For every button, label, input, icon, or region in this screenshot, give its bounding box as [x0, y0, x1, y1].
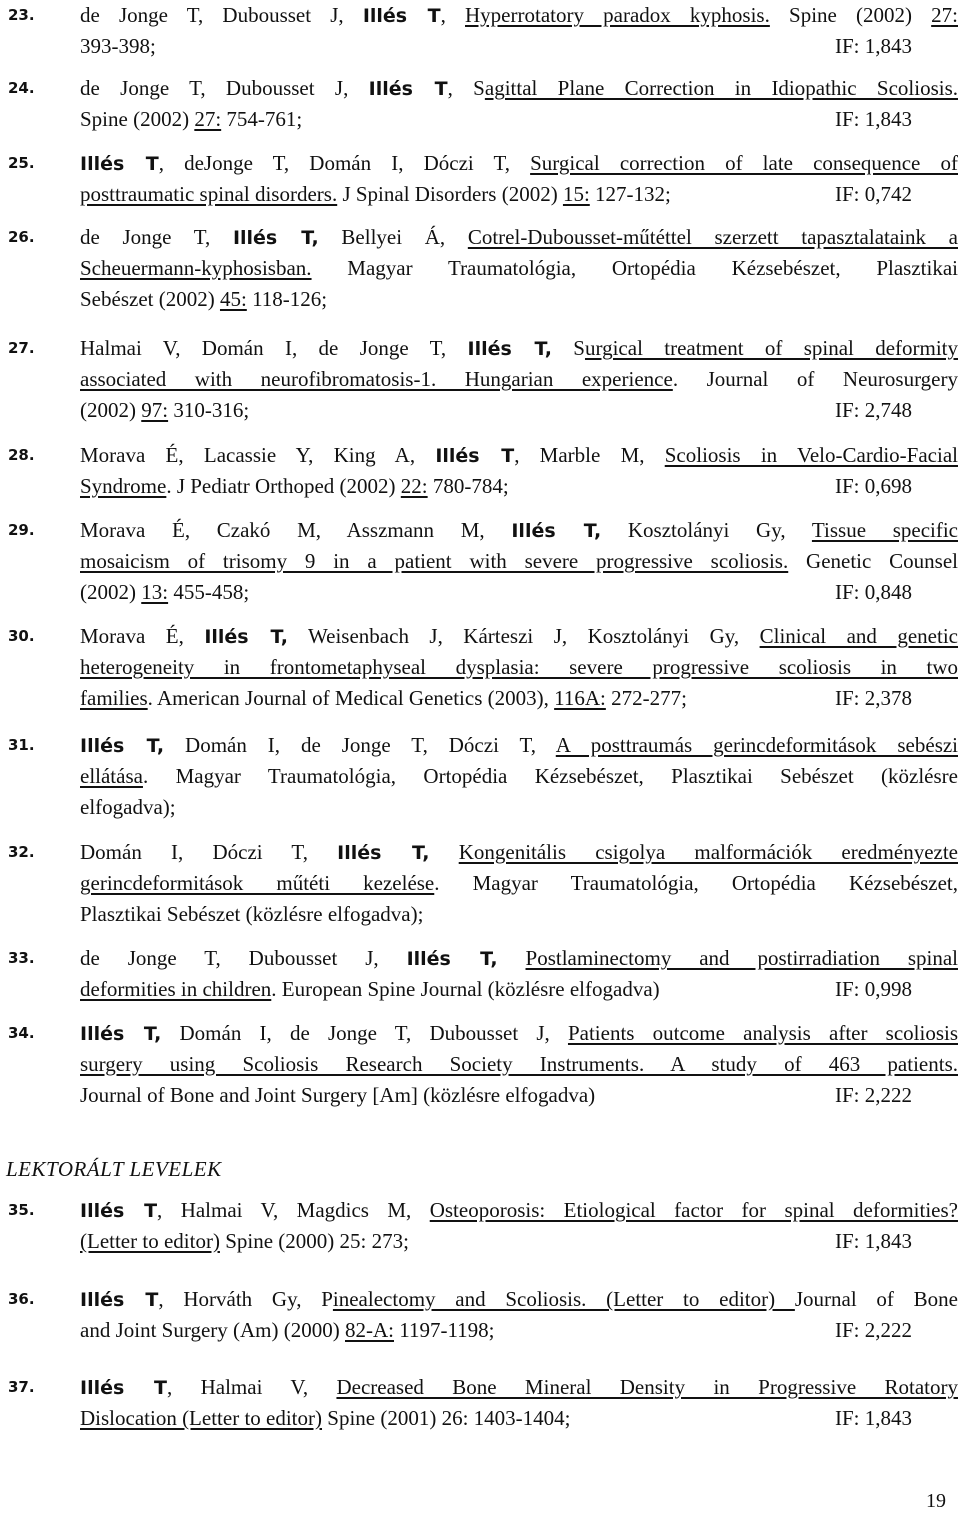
text-segment: , Marble M, [514, 443, 665, 467]
reference-line [80, 621, 958, 652]
text-segment: 780-784; [427, 474, 509, 498]
text-segment: (2002) [80, 580, 142, 604]
text-segment: Kosztolányi Gy, [601, 518, 812, 542]
underlined-title: Postlaminectomy and postirradiation spinal [525, 946, 958, 970]
underlined-title: Decreased Bone Mineral Density in Progressive Rotatory [336, 1375, 958, 1399]
text-segment: . Magyar Traumatológia, Ortopédia Kézsebészet, Plasztikai Sebészet (közlésre [142, 764, 958, 788]
text-segment: Journal of Bone and Joint Surgery [Am] (közlésre elfogadva) [80, 1083, 596, 1107]
reference-line-text [80, 1226, 409, 1257]
reference-text [80, 515, 958, 608]
reference-line [80, 974, 958, 1005]
reference-number: 30. [8, 627, 35, 645]
underlined-title: ellátása [80, 764, 143, 788]
underlined-title: A posttraumás gerincdeformitások sebészi [555, 733, 958, 757]
underlined-title: heterogeneity in frontometaphyseal dysplasia: severe progressive scoliosis in two [80, 655, 958, 679]
author-highlight: Illés T, [511, 520, 602, 542]
text-segment: . Journal of Neurosurgery [672, 367, 958, 391]
impact-factor: IF: 2,378 [834, 686, 912, 710]
text-segment: . American Journal of Medical Genetics (2003), [147, 686, 555, 710]
impact-factor: IF: 0,998 [834, 977, 912, 1001]
author-highlight: Illés T, [232, 227, 319, 249]
reference-line [80, 440, 958, 471]
underlined-title: Hyperrotatory paradox kyphosis. [465, 3, 770, 27]
text-segment: Halmai V, Domán I, de Jonge T, [80, 336, 468, 360]
author-highlight: Illés T [80, 1200, 158, 1222]
reference-line [80, 1315, 958, 1346]
reference-number: 26. [8, 228, 35, 246]
text-segment: (2002) [80, 398, 142, 422]
reference-text [80, 621, 958, 714]
impact-factor: IF: 0,848 [834, 580, 912, 604]
underlined-title: 15: [562, 182, 590, 206]
reference-text [80, 730, 958, 823]
text-segment: Magyar Traumatológia, Ortopédia Kézsebészet, Plasztikai [311, 256, 958, 280]
text-segment: Domán I, de Jonge T, Dubousset J, [161, 1021, 568, 1045]
reference-line [80, 943, 958, 974]
text-segment: de Jonge T, Dubousset J, [80, 3, 363, 27]
reference-number: 29. [8, 521, 35, 539]
text-segment: 127-132; [589, 182, 671, 206]
text-segment: , Halmai V, Magdics M, [157, 1198, 430, 1222]
underlined-title: 116A: [554, 686, 606, 710]
underlined-title: gerincdeformitások műtéti kezelése [80, 871, 435, 895]
underlined-title: agittal Plane Correction in Idiopathic Scoliosis. [484, 76, 958, 100]
text-segment: J Spinal Disorders (2002) [337, 182, 563, 206]
text-segment: 118-126; [246, 287, 328, 311]
underlined-title: urgical treatment of spinal deformity [584, 336, 958, 360]
reference-text [80, 0, 958, 62]
reference-line-text [80, 471, 509, 502]
text-segment: Spine (2002) [80, 107, 195, 131]
reference-line-text [80, 31, 156, 62]
reference-text [80, 837, 958, 930]
reference-line [80, 73, 958, 104]
reference-line [80, 652, 958, 683]
reference-number: 34. [8, 1024, 35, 1042]
text-segment: de Jonge T, [80, 225, 233, 249]
text-segment: 455-458; [168, 580, 250, 604]
reference-line-text [80, 395, 249, 426]
reference-text [80, 1195, 958, 1257]
underlined-title: 82-A: [345, 1318, 394, 1342]
underlined-title: associated with neurofibromatosis-1. Hungarian experience [80, 367, 673, 391]
underlined-title: 27: [194, 107, 222, 131]
author-highlight: Illés T, [80, 1023, 162, 1045]
reference-text [80, 1372, 958, 1434]
underlined-title: Surgical correction of late consequence of [530, 151, 958, 175]
impact-factor: IF: 1,843 [834, 107, 912, 131]
text-segment: , deJonge T, Domán I, Dóczi T, [158, 151, 531, 175]
text-segment: 1197-1198; [394, 1318, 495, 1342]
text-segment [430, 840, 459, 864]
text-segment: , S [447, 76, 485, 100]
reference-line [80, 868, 958, 899]
underlined-title: Clinical and genetic [759, 624, 958, 648]
text-segment: Genetic Counsel [788, 549, 958, 573]
impact-factor: IF: 1,843 [834, 34, 912, 58]
text-segment: Morava É, [80, 624, 205, 648]
reference-line [80, 1018, 958, 1049]
reference-text [80, 222, 958, 315]
text-segment: Domán I, de Jonge T, Dóczi T, [164, 733, 556, 757]
reference-number: 33. [8, 949, 35, 967]
reference-line [80, 1080, 958, 1111]
reference-line [80, 837, 958, 868]
reference-line [80, 364, 958, 395]
text-segment: S [551, 336, 585, 360]
page-number: 19 [926, 1490, 946, 1512]
impact-factor: IF: 0,698 [834, 474, 912, 498]
reference-line [80, 395, 958, 426]
reference-line-text [80, 1315, 495, 1346]
reference-line-text [80, 974, 660, 1005]
text-segment: Spine (2001) 26: 1403-1404; [322, 1406, 571, 1430]
reference-line [80, 31, 958, 62]
reference-number: 23. [8, 6, 35, 24]
reference-text [80, 1284, 958, 1346]
reference-text [80, 440, 958, 502]
text-segment: de Jonge T, Dubousset J, [80, 946, 407, 970]
underlined-title: families [80, 686, 148, 710]
impact-factor: IF: 1,843 [834, 1406, 912, 1430]
underlined-title: 97: [141, 398, 169, 422]
reference-line-text [80, 577, 249, 608]
reference-line [80, 730, 958, 761]
reference-line [80, 0, 958, 31]
author-highlight: Illés T, [337, 842, 430, 864]
reference-line [80, 683, 958, 714]
reference-line [80, 148, 958, 179]
reference-number: 27. [8, 339, 35, 357]
impact-factor: IF: 2,222 [834, 1083, 912, 1107]
reference-number: 32. [8, 843, 35, 861]
reference-line [80, 1226, 958, 1257]
author-highlight: Illés T, [406, 948, 498, 970]
author-highlight: Illés T, [467, 338, 552, 360]
author-highlight: Illés T, [204, 626, 288, 648]
underlined-title: Kongenitális csigolya malformációk eredményezte [458, 840, 958, 864]
text-segment: . J Pediatr Orthoped (2002) [166, 474, 401, 498]
reference-text [80, 1018, 958, 1111]
reference-number: 24. [8, 79, 35, 97]
text-segment [498, 946, 526, 970]
text-segment: 272-277; [605, 686, 687, 710]
text-segment: Bellyei Á, [318, 225, 468, 249]
impact-factor: IF: 2,748 [834, 398, 912, 422]
reference-text [80, 148, 958, 210]
underlined-title: 22: [400, 474, 428, 498]
impact-factor: IF: 1,843 [834, 1229, 912, 1253]
text-segment: 310-316; [168, 398, 250, 422]
reference-text [80, 73, 958, 135]
underlined-title: surgery using Scoliosis Research Society Instruments. A study of 463 patients. [80, 1052, 958, 1076]
text-segment: Spine (2000) 25: 273; [219, 1229, 409, 1253]
underlined-title: Dislocation (Letter to editor) [80, 1406, 323, 1430]
reference-line [80, 222, 958, 253]
underlined-title: inealectomy and Scoliosis. (Letter to editor) [332, 1287, 795, 1311]
underlined-title: 13: [141, 580, 169, 604]
underlined-title: posttraumatic spinal disorders. [80, 182, 338, 206]
reference-text [80, 943, 958, 1005]
text-segment: 393-398; [80, 34, 156, 58]
text-segment: 754-761; [221, 107, 303, 131]
author-highlight: Illés T [80, 1377, 167, 1399]
reference-line [80, 179, 958, 210]
text-segment: Spine (2002) [769, 3, 932, 27]
reference-line [80, 792, 958, 823]
reference-line [80, 284, 958, 315]
reference-line [80, 1195, 958, 1226]
text-segment: , [440, 3, 466, 27]
text-segment: . Magyar Traumatológia, Ortopédia Kézsebészet, [434, 871, 958, 895]
section-title: LEKTORÁLT LEVELEK [6, 1157, 222, 1181]
impact-factor: IF: 0,742 [834, 182, 912, 206]
author-highlight: Illés T [80, 1289, 159, 1311]
reference-line [80, 1284, 958, 1315]
underlined-title: deformities in children [80, 977, 272, 1001]
reference-line [80, 1372, 958, 1403]
text-segment: , Horváth Gy, P [158, 1287, 333, 1311]
reference-line-text [80, 1403, 571, 1434]
reference-line [80, 899, 958, 930]
author-highlight: Illés T [435, 445, 515, 467]
text-segment: Domán I, Dóczi T, [80, 840, 338, 864]
reference-line-text [80, 104, 302, 135]
reference-line [80, 761, 958, 792]
underlined-title: (Letter to editor) [80, 1229, 220, 1253]
reference-line [80, 1049, 958, 1080]
reference-number: 36. [8, 1290, 35, 1308]
underlined-title: mosaicism of trisomy 9 in a patient with severe progressive scoliosis. [80, 549, 789, 573]
text-segment: Sebészet (2002) [80, 287, 220, 311]
underlined-title: Scoliosis in Velo-Cardio-Facial [664, 443, 958, 467]
reference-line [80, 515, 958, 546]
underlined-title: Tissue specific [811, 518, 958, 542]
text-segment: Weisenbach J, Kárteszi J, Kosztolányi Gy, [287, 624, 760, 648]
reference-line [80, 471, 958, 502]
underlined-title: Syndrome [80, 474, 167, 498]
reference-line [80, 333, 958, 364]
underlined-title: Cotrel-Dubousset-műtéttel szerzett tapasztalataink a [467, 225, 958, 249]
underlined-title: 45: [219, 287, 247, 311]
text-segment: Morava É, Lacassie Y, King A, [80, 443, 436, 467]
reference-line [80, 546, 958, 577]
reference-line [80, 253, 958, 284]
text-segment: elfogadva); [80, 795, 176, 819]
reference-line-text [80, 683, 687, 714]
underlined-title: Patients outcome analysis after scoliosis [567, 1021, 958, 1045]
reference-number: 25. [8, 154, 35, 172]
text-segment: de Jonge T, Dubousset J, [80, 76, 369, 100]
text-segment: , Halmai V, [166, 1375, 337, 1399]
author-highlight: Illés T [362, 5, 441, 27]
reference-line [80, 577, 958, 608]
reference-line [80, 1403, 958, 1434]
reference-number: 31. [8, 736, 35, 754]
author-highlight: Illés T [80, 153, 159, 175]
impact-factor: IF: 2,222 [834, 1318, 912, 1342]
underlined-title: Osteoporosis: Etiological factor for spinal deformities? [429, 1198, 958, 1222]
text-segment: . European Spine Journal (közlésre elfogadva) [271, 977, 660, 1001]
author-highlight: Illés T [368, 78, 448, 100]
underlined-title: 27: [931, 3, 958, 27]
reference-number: 28. [8, 446, 35, 464]
reference-line-text [80, 1080, 595, 1111]
reference-text [80, 333, 958, 426]
reference-line-text [80, 179, 671, 210]
text-segment: Journal of Bone [794, 1287, 958, 1311]
reference-line [80, 104, 958, 135]
author-highlight: Illés T, [80, 735, 165, 757]
text-segment: Plasztikai Sebészet (közlésre elfogadva); [80, 902, 424, 926]
underlined-title: Scheuermann-kyphosisban. [80, 256, 312, 280]
text-segment: and Joint Surgery (Am) (2000) [80, 1318, 345, 1342]
reference-number: 37. [8, 1378, 35, 1396]
text-segment: Morava É, Czakó M, Asszmann M, [80, 518, 512, 542]
reference-number: 35. [8, 1201, 35, 1219]
